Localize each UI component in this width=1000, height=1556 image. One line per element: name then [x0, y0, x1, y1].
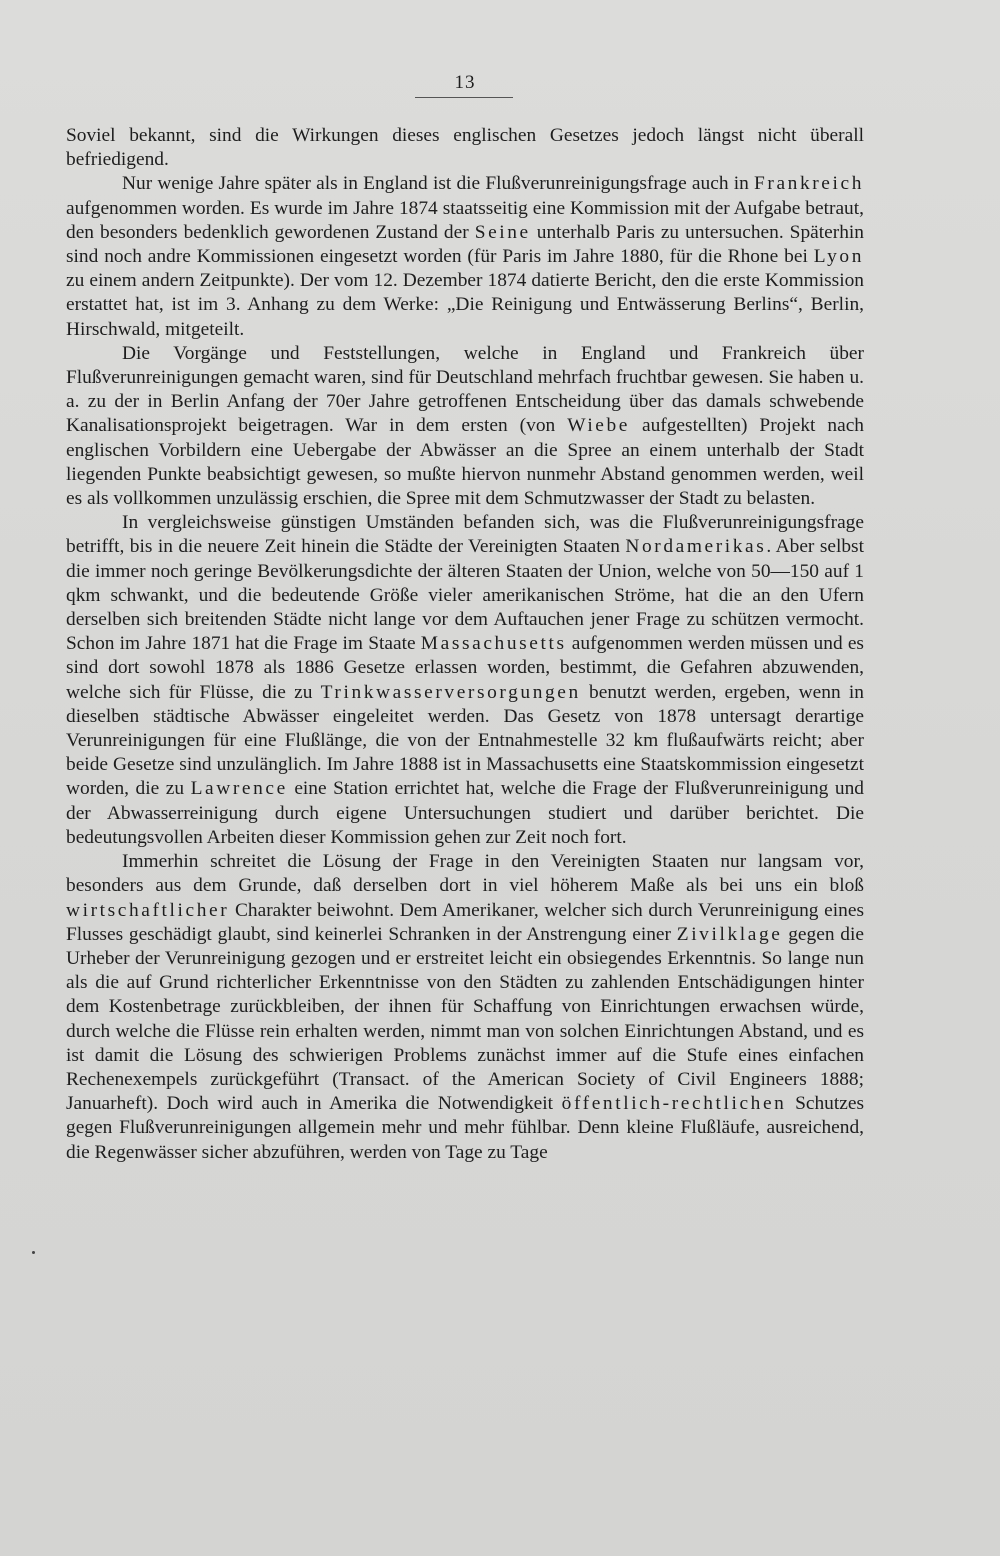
- text-run: eine Station errichtet hat, welche die Frage der Flußverunreinigung und der Abwasserreinigung durch eigene Untersuchungen studiert und darüber berichtet. Die bedeutungsvollen Arbeiten dieser Kommission gehen zur Zeit noch fort.: [66, 778, 864, 848]
- spaced-emphasis-text: Lyon: [813, 246, 864, 268]
- text-run: benutzt werden, ergeben, wenn in dieselben städtische Abwässer eingeleitet werden. Das Gesetz von 1878 untersagt derartige Verunreinigungen für eine Flußlänge, die von der Entnahmestelle 32 km flußaufwärts reicht; aber beide Gesetze sind unzulänglich. Im Jahre 1888 ist in Massachusetts eine Staatskommission eingesetzt worden, die zu: [66, 681, 864, 800]
- paragraph: [66, 511, 864, 850]
- text-run: . Aber selbst die immer noch geringe Bevölkerungsdichte der älteren Staaten der Union, welche von 50—150 auf 1 qkm schwankt, und die bedeutende Größe vieler amerikanischen Ströme, hat die an den Ufern derselben sich breitenden Städte nicht lange vor dem Auftauchen jener Frage zu schützen vermocht. Schon im Jahre 1871 hat die Frage im Staate: [66, 536, 864, 655]
- text-run: Immerhin schreitet die Lösung der Frage in den Vereinigten Staaten nur langsam vor, besonders aus dem Grunde, daß derselben dort in viel höherem Maße als bei uns ein bloß: [66, 851, 864, 897]
- page-number-rule: [415, 97, 513, 98]
- text-run: gegen die Urheber der Verunreinigung gezogen und er erstreitet leicht ein obsiegendes Erkenntnis. So lange nun als die auf Grund richterlicher Erkenntnisse von den Städten zu zahlenden Entschädigungen hinter dem Kostenbetrage zurückbleiben, der ihnen für Schaffung von Einrichtungen erwachsen würde, durch welche die Flüsse rein erhalten werden, nimmt man von solchen Einrichtungen Abstand, und es ist damit die Lösung des schwierigen Problems zunächst immer auf die Stufe eines einfachen Rechenexempels zurückgeführt (Transact. of the American Society of Civil Engineers 1888; Januarheft). Doch wird auch in Amerika die Notwendigkeit: [66, 923, 864, 1115]
- text-run: aufgenommen werden müssen und es sind dort sowohl 1878 als 1886 Gesetze erlassen worden, bestimmt, die Gefahren abzuwenden, welche sich für Flüsse, die zu: [66, 633, 864, 703]
- page-number: 13: [454, 72, 476, 93]
- text-run: unterhalb Paris zu untersuchen. Späterhin sind noch andre Kommissionen eingesetzt worden (für Paris im Jahre 1880, für die Rhone bei: [66, 221, 865, 268]
- text-run: Die Vorgänge und Feststellungen, welche in England und Frankreich über Flußverunreinigungen gemacht waren, sind für Deutschland mehrfach fruchtbar gewesen. Sie haben u. a. zu der in Berlin Anfang der 70er Jahre getroffenen Entscheidung über das damals schwebende Kanalisationsprojekt beigetragen. War in dem ersten (von: [66, 342, 864, 437]
- margin-speck: [32, 1251, 35, 1254]
- spaced-emphasis-text: öffentlich-rechtlichen: [561, 1093, 787, 1115]
- spaced-emphasis-text: Wiebe: [567, 415, 631, 437]
- paragraph: [66, 172, 864, 341]
- text-run: zu einem andern Zeitpunkte). Der vom 12. Dezember 1874 datierte Bericht, den die erste Kommission erstattet hat, ist im 3. Anhang zu dem Werke: „Die Reinigung und Entwässerung Berlins“, Berlin, Hirschwald, mitgeteilt.: [66, 270, 864, 340]
- text-run: aufgenommen worden. Es wurde im Jahre 1874 staatsseitig eine Kommission mit der Aufgabe betraut, den besonders bedenklich gewordenen Zustand der: [66, 197, 864, 243]
- spaced-emphasis-text: Lawrence: [190, 778, 288, 800]
- text-run: Schutzes gegen Flußverunreinigungen allgemein mehr und mehr fühlbar. Denn kleine Flußläufe, ausreichend, die Regenwässer sicher abzuführen, werden von Tage zu Tage: [66, 1093, 864, 1163]
- spaced-emphasis-text: Zivilklage: [676, 923, 783, 945]
- text-run: aufgestellten) Projekt nach englischen Vorbildern eine Uebergabe der Abwässer an die Spree an einem unterhalb der Stadt liegenden Punkte beabsichtigt gewesen, so mußte hiervon nunmehr Abstand genommen werden, weil es als vollkommen unzulässig erschien, die Spree mit dem Schmutzwasser der Stadt zu belasten.: [66, 415, 865, 510]
- text-run: In vergleichsweise günstigen Umständen befanden sich, was die Flußverunreinigungsfrage betrifft, bis in die neuere Zeit hinein die Städte der Vereinigten Staaten: [66, 512, 864, 558]
- spaced-emphasis-text: Seine: [474, 221, 531, 243]
- paragraph: [66, 124, 864, 172]
- paragraph: [66, 850, 864, 1165]
- spaced-emphasis-text: Nordamerikas: [625, 536, 767, 558]
- body-text: [66, 124, 864, 1165]
- text-run: Nur wenige Jahre später als in England ist die Flußverunreinigungsfrage auch in: [122, 173, 754, 195]
- text-run: Charakter beiwohnt. Dem Amerikaner, welcher sich durch Verunreinigung eines Flusses geschädigt glaubt, sind keinerlei Schranken in der Anstrengung einer: [66, 899, 864, 945]
- text-run: Soviel bekannt, sind die Wirkungen dieses englischen Gesetzes jedoch längst nicht überall befriedigend.: [66, 125, 864, 171]
- spaced-emphasis-text: Frankreich: [754, 173, 864, 195]
- spaced-emphasis-text: Massachusetts: [420, 633, 567, 655]
- spaced-emphasis-text: Trinkwasserversorgungen: [320, 681, 581, 703]
- spaced-emphasis-text: wirtschaftlicher: [66, 899, 230, 921]
- paragraph: [66, 342, 864, 511]
